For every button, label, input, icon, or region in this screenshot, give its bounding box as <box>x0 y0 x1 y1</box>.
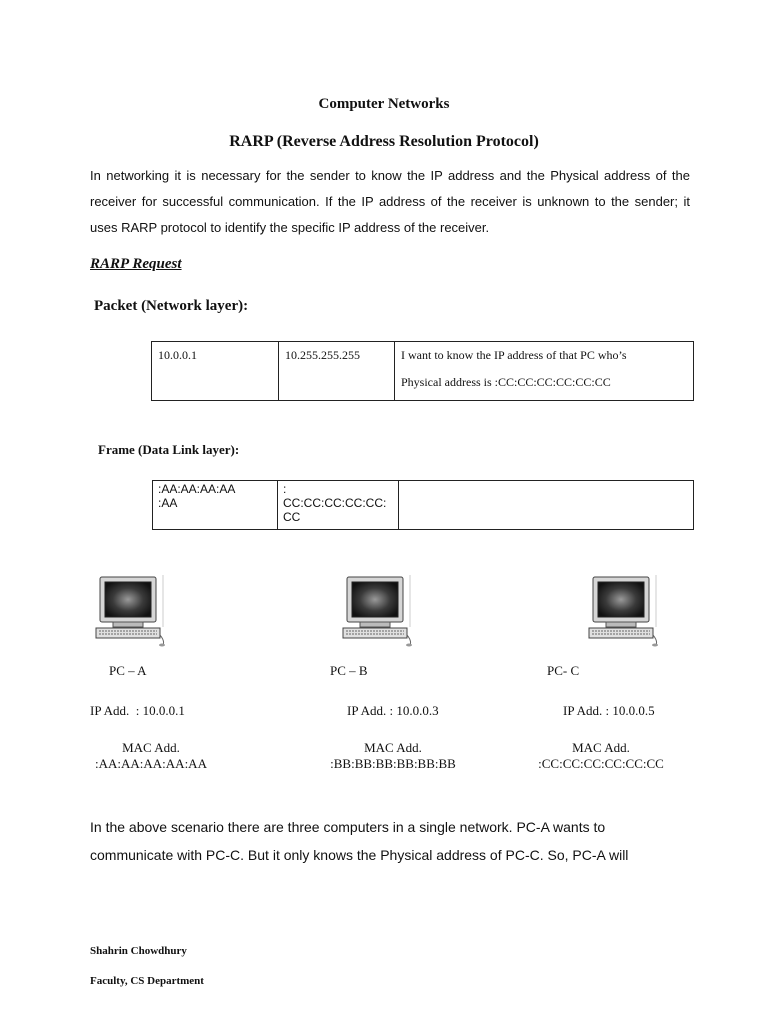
packet-message-line1: I want to know the IP address of that PC who’s <box>401 348 627 362</box>
packet-heading: Packet (Network layer): <box>94 298 249 314</box>
pc-b-label: PC – B <box>330 663 368 678</box>
packet-message-line2: Physical address is :CC:CC:CC:CC:CC:CC <box>401 375 611 389</box>
frame-dest-mac <box>278 481 399 530</box>
pc-a-ip: IP Add. : 10.0.0.1 <box>90 703 185 718</box>
desktop-computer-icon <box>340 575 416 647</box>
pc-c-mac <box>520 740 682 772</box>
packet-table <box>151 341 694 401</box>
author-name: Shahrin Chowdhury <box>90 945 187 957</box>
frame-dest-mac-line1: : <box>283 482 287 496</box>
frame-payload <box>399 481 694 530</box>
packet-dest-ip: 10.255.255.255 <box>279 342 395 401</box>
frame-heading: Frame (Data Link layer): <box>98 442 240 457</box>
packet-message <box>395 342 694 401</box>
pc-c-ip: IP Add. : 10.0.0.5 <box>563 703 655 718</box>
pc-c-mac-value: :CC:CC:CC:CC:CC:CC <box>538 756 664 771</box>
pc-b-ip: IP Add. : 10.0.0.3 <box>347 703 439 718</box>
frame-dest-mac-line2: CC:CC:CC:CC:CC: <box>283 496 387 510</box>
pc-b-mac-label: MAC Add. <box>364 740 422 755</box>
frame-source-mac-line1: :AA:AA:AA:AA <box>158 482 236 496</box>
author-department: Faculty, CS Department <box>90 975 204 987</box>
outro-paragraph: In the above scenario there are three computers in a single network. PC-A wants to communicate with PC-C. But it only knows the Physical address of PC-C. So, PC-A will <box>90 819 629 863</box>
packet-source-ip: 10.0.0.1 <box>152 342 279 401</box>
frame-table <box>152 480 694 530</box>
pc-a-mac-label: MAC Add. <box>122 740 180 755</box>
pc-a-mac <box>81 740 221 772</box>
desktop-computer-icon <box>586 575 662 647</box>
intro-paragraph: In networking it is necessary for the sender to know the IP address and the Physical address of the receiver for successful communication. If the IP address of the receiver is unknown to the sender; it uses RARP protocol to identify the specific IP address of the receiver. <box>90 168 690 235</box>
pc-a-label: PC – A <box>109 663 147 678</box>
pc-c-label: PC- C <box>547 663 580 678</box>
rarp-request-heading: RARP Request <box>90 256 182 272</box>
pc-c-mac-label: MAC Add. <box>572 740 630 755</box>
frame-source-mac-line2: :AA <box>158 496 178 510</box>
pc-b-mac <box>312 740 474 772</box>
page-title: Computer Networks <box>318 96 450 112</box>
frame-source-mac <box>153 481 278 530</box>
pc-b-mac-value: :BB:BB:BB:BB:BB:BB <box>330 756 456 771</box>
page-subtitle: RARP (Reverse Address Resolution Protocol) <box>229 133 539 150</box>
desktop-computer-icon <box>93 575 169 647</box>
pc-a-mac-value: :AA:AA:AA:AA:AA <box>95 756 207 771</box>
frame-dest-mac-line3: CC <box>283 510 301 524</box>
